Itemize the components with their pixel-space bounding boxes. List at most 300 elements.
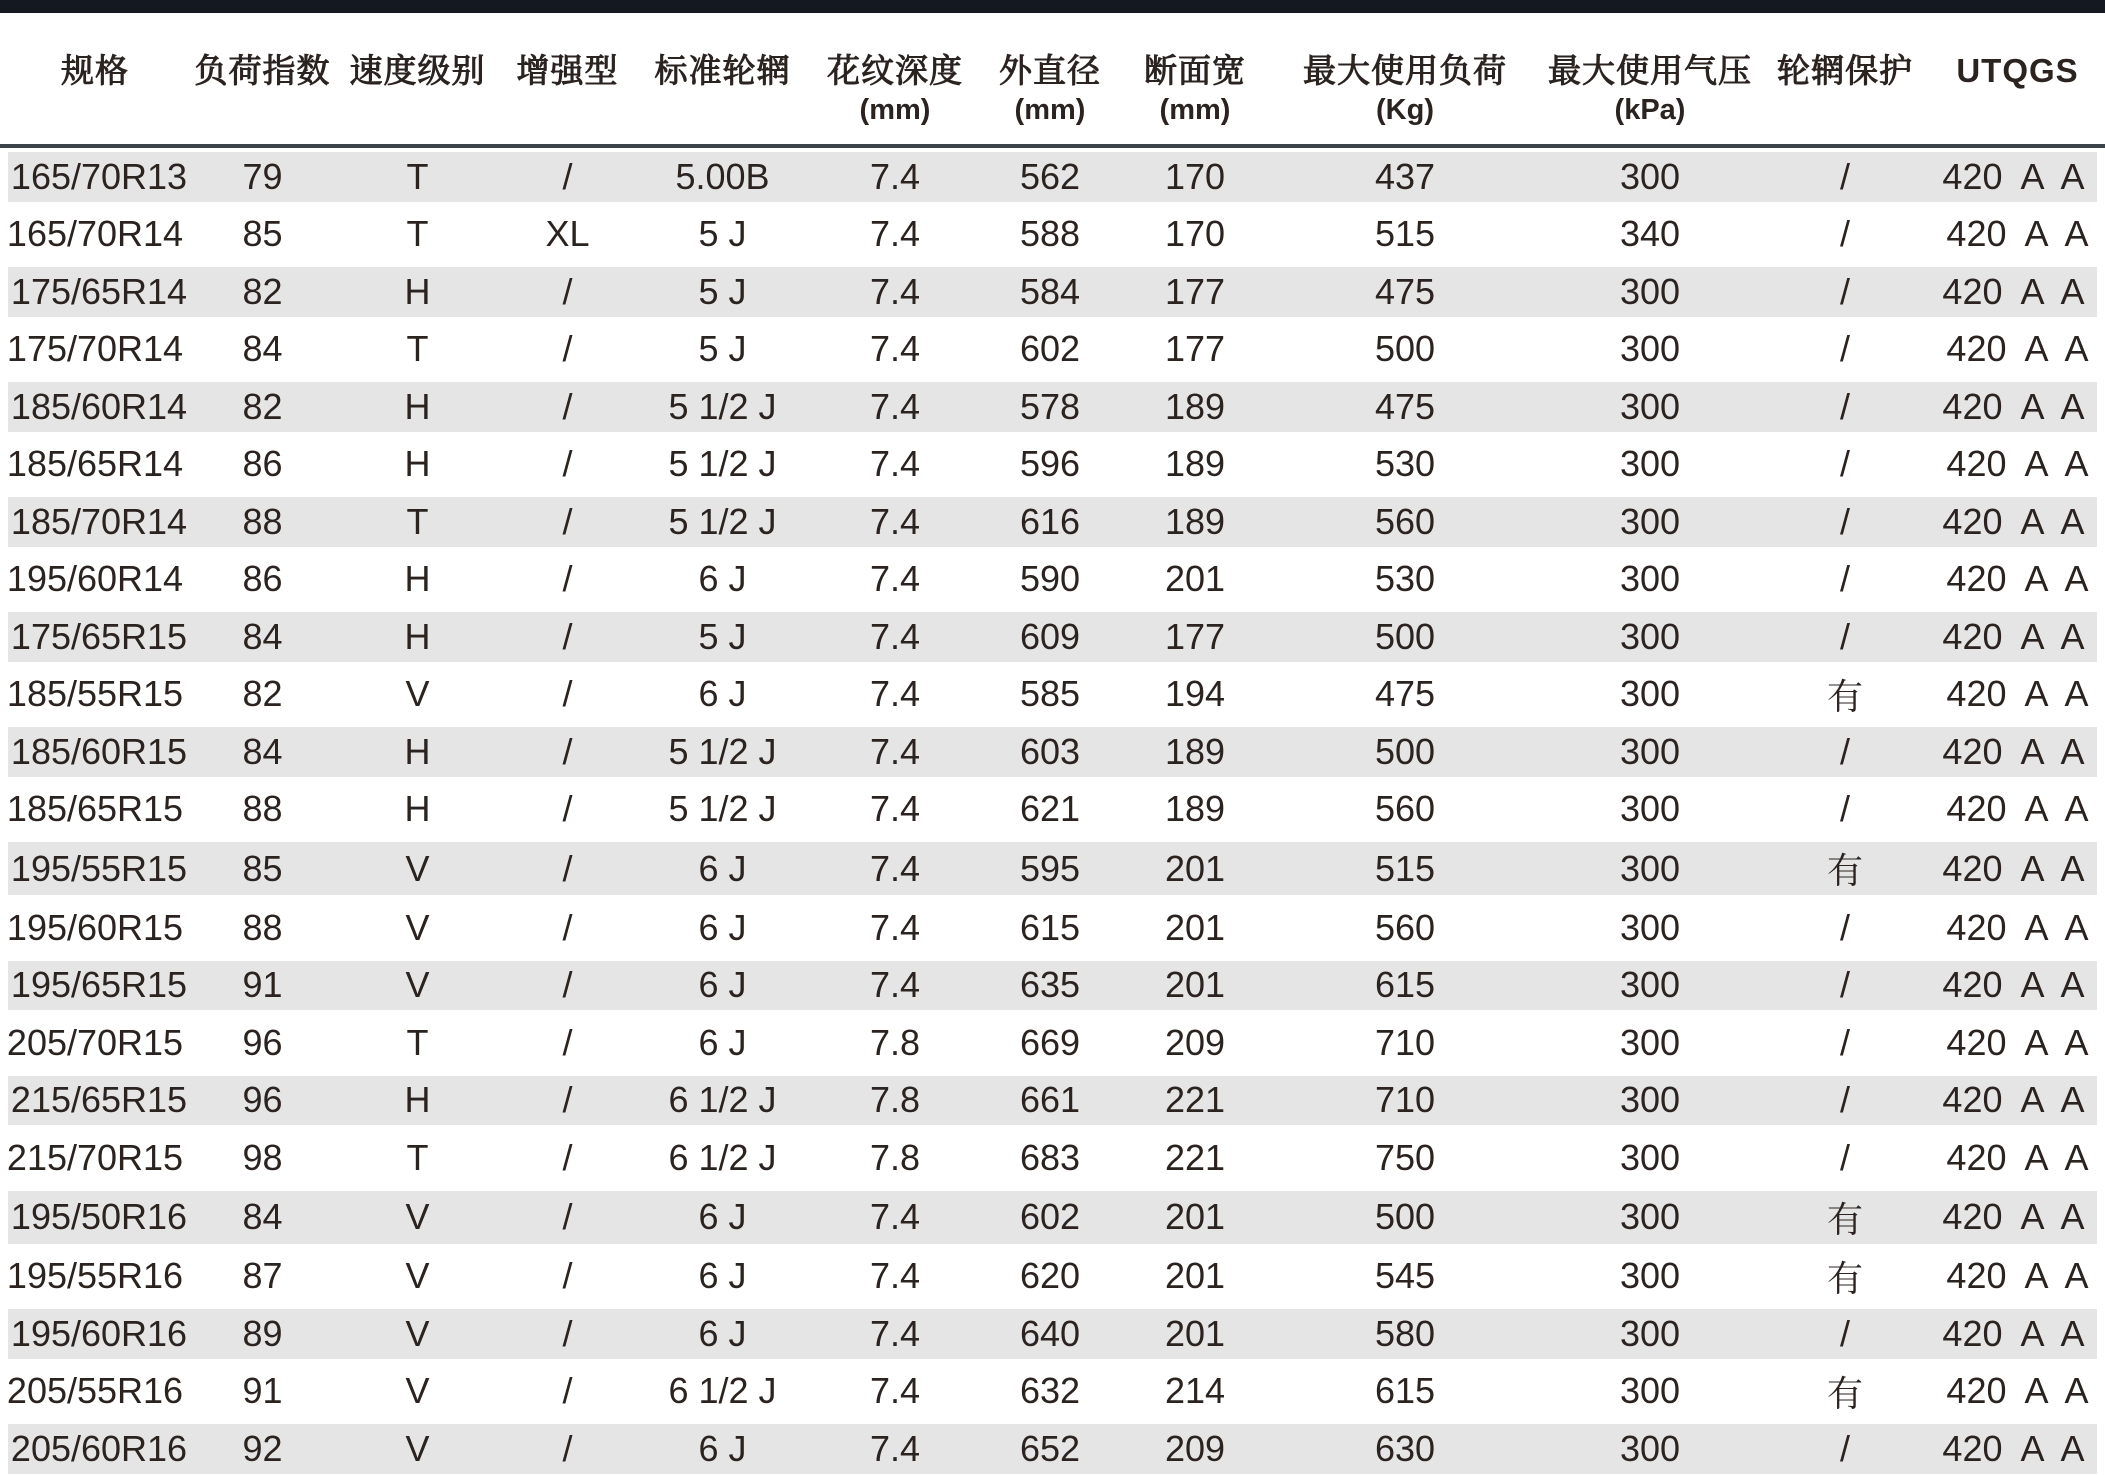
column-header-unit: (kPa): [1614, 94, 1686, 126]
column-header-8: [1120, 13, 1270, 148]
table-cell: /: [1760, 436, 1930, 494]
table-cell: 300: [1540, 263, 1760, 321]
column-header-label: UTQGS: [1956, 52, 2079, 89]
table-cell: 96: [190, 1072, 335, 1130]
table-cell: 84: [190, 723, 335, 781]
table-cell: 177: [1120, 321, 1270, 379]
table-cell: 616: [980, 493, 1120, 551]
table-cell: 165/70R13: [0, 148, 190, 206]
table-cell: 500: [1270, 723, 1540, 781]
table-cell: 300: [1540, 608, 1760, 666]
table-cell: 420 A A: [1930, 666, 2105, 724]
table-cell: 500: [1270, 1187, 1540, 1248]
table-cell: 175/65R14: [0, 263, 190, 321]
table-body: [0, 148, 2105, 1475]
table-cell: 632: [980, 1363, 1120, 1421]
table-cell: H: [335, 436, 500, 494]
table-cell: 有: [1760, 1363, 1930, 1421]
column-header-9: [1270, 13, 1540, 148]
table-cell: 420 A A: [1930, 493, 2105, 551]
table-cell: 630: [1270, 1420, 1540, 1475]
table-cell: 7.4: [810, 321, 980, 379]
table-cell: 201: [1120, 1187, 1270, 1248]
table-cell: 420 A A: [1930, 436, 2105, 494]
table-cell: /: [1760, 206, 1930, 264]
table-cell: 82: [190, 666, 335, 724]
table-cell: /: [500, 838, 635, 899]
table-cell: H: [335, 263, 500, 321]
table-cell: 195/55R16: [0, 1248, 190, 1306]
table-row: [0, 899, 2105, 957]
table-cell: /: [1760, 1420, 1930, 1475]
table-cell: 201: [1120, 957, 1270, 1015]
table-cell: 185/55R15: [0, 666, 190, 724]
header-row: [0, 13, 2105, 148]
table-cell: 86: [190, 436, 335, 494]
column-header-1: [0, 13, 190, 148]
table-cell: /: [500, 1014, 635, 1072]
column-header-11: [1760, 13, 1930, 148]
table-cell: 475: [1270, 378, 1540, 436]
table-cell: 7.4: [810, 436, 980, 494]
table-cell: 7.8: [810, 1014, 980, 1072]
table-cell: 189: [1120, 781, 1270, 839]
table-cell: T: [335, 321, 500, 379]
table-cell: 560: [1270, 781, 1540, 839]
table-cell: /: [500, 1129, 635, 1187]
table-cell: 6 1/2 J: [635, 1129, 810, 1187]
table-cell: 669: [980, 1014, 1120, 1072]
table-cell: H: [335, 551, 500, 609]
table-cell: 7.4: [810, 378, 980, 436]
table-cell: 96: [190, 1014, 335, 1072]
table-cell: 420 A A: [1930, 1363, 2105, 1421]
tire-spec-table: [0, 13, 2105, 1475]
table-cell: 7.8: [810, 1072, 980, 1130]
table-cell: /: [1760, 1014, 1930, 1072]
table-cell: 420 A A: [1930, 781, 2105, 839]
table-cell: H: [335, 723, 500, 781]
table-cell: 7.4: [810, 723, 980, 781]
table-cell: 6 J: [635, 1420, 810, 1475]
column-header-2: [190, 13, 335, 148]
table-cell: /: [500, 666, 635, 724]
table-cell: 5 J: [635, 263, 810, 321]
table-cell: 661: [980, 1072, 1120, 1130]
table-cell: 195/50R16: [0, 1187, 190, 1248]
table-cell: 189: [1120, 493, 1270, 551]
table-cell: 6 J: [635, 1187, 810, 1248]
table-cell: T: [335, 1129, 500, 1187]
table-cell: 300: [1540, 436, 1760, 494]
table-cell: 201: [1120, 899, 1270, 957]
table-cell: 300: [1540, 148, 1760, 206]
table-cell: 6 J: [635, 551, 810, 609]
table-cell: 201: [1120, 1248, 1270, 1306]
table-cell: /: [500, 608, 635, 666]
table-cell: 201: [1120, 551, 1270, 609]
table-cell: 615: [1270, 957, 1540, 1015]
table-cell: V: [335, 1305, 500, 1363]
table-row: [0, 1014, 2105, 1072]
table-cell: 6 J: [635, 899, 810, 957]
column-header-10: [1540, 13, 1760, 148]
table-cell: 420 A A: [1930, 1014, 2105, 1072]
table-cell: 215/70R15: [0, 1129, 190, 1187]
table-cell: 7.4: [810, 148, 980, 206]
table-cell: 584: [980, 263, 1120, 321]
table-cell: 5 1/2 J: [635, 493, 810, 551]
table-cell: V: [335, 1420, 500, 1475]
column-header-label: 外直径: [999, 52, 1101, 89]
table-cell: 420 A A: [1930, 838, 2105, 899]
column-header-unit: (Kg): [1376, 94, 1434, 126]
table-row: [0, 1129, 2105, 1187]
table-row: [0, 206, 2105, 264]
table-cell: /: [500, 263, 635, 321]
table-cell: V: [335, 1248, 500, 1306]
table-cell: /: [1760, 899, 1930, 957]
table-cell: /: [1760, 148, 1930, 206]
table-cell: T: [335, 148, 500, 206]
table-cell: 500: [1270, 321, 1540, 379]
table-cell: 300: [1540, 321, 1760, 379]
table-cell: H: [335, 1072, 500, 1130]
table-cell: 420 A A: [1930, 723, 2105, 781]
table-row: [0, 838, 2105, 899]
column-header-label: 规格: [61, 52, 129, 89]
table-cell: 615: [1270, 1363, 1540, 1421]
table-cell: 620: [980, 1248, 1120, 1306]
table-cell: 7.4: [810, 206, 980, 264]
table-cell: V: [335, 957, 500, 1015]
table-cell: 420 A A: [1930, 1305, 2105, 1363]
table-cell: 300: [1540, 723, 1760, 781]
table-cell: 7.4: [810, 1420, 980, 1475]
table-cell: 185/65R14: [0, 436, 190, 494]
table-row: [0, 1187, 2105, 1248]
table-cell: 340: [1540, 206, 1760, 264]
table-cell: 420 A A: [1930, 263, 2105, 321]
table-cell: /: [1760, 263, 1930, 321]
table-cell: 205/60R16: [0, 1420, 190, 1475]
table-cell: 195/55R15: [0, 838, 190, 899]
table-cell: 209: [1120, 1420, 1270, 1475]
table-cell: 300: [1540, 1363, 1760, 1421]
table-cell: 7.4: [810, 899, 980, 957]
column-header-label: 轮辋保护: [1777, 52, 1913, 89]
table-row: [0, 1420, 2105, 1475]
table-row: [0, 957, 2105, 1015]
table-row: [0, 436, 2105, 494]
table-cell: /: [500, 148, 635, 206]
column-header-label: 最大使用负荷: [1303, 52, 1507, 89]
table-cell: 84: [190, 1187, 335, 1248]
table-cell: 609: [980, 608, 1120, 666]
table-cell: 420 A A: [1930, 551, 2105, 609]
table-cell: /: [1760, 1072, 1930, 1130]
table-cell: 195/60R14: [0, 551, 190, 609]
table-cell: 515: [1270, 838, 1540, 899]
table-cell: 89: [190, 1305, 335, 1363]
table-cell: 87: [190, 1248, 335, 1306]
table-row: [0, 551, 2105, 609]
table-cell: /: [500, 781, 635, 839]
table-cell: 91: [190, 1363, 335, 1421]
table-cell: 300: [1540, 1248, 1760, 1306]
table-cell: 437: [1270, 148, 1540, 206]
table-cell: 221: [1120, 1129, 1270, 1187]
table-cell: 7.4: [810, 838, 980, 899]
table-cell: 640: [980, 1305, 1120, 1363]
table-cell: 84: [190, 608, 335, 666]
table-cell: 652: [980, 1420, 1120, 1475]
table-cell: 595: [980, 838, 1120, 899]
table-cell: 5 J: [635, 608, 810, 666]
table-cell: 6 J: [635, 1305, 810, 1363]
table-cell: 300: [1540, 1187, 1760, 1248]
table-row: [0, 723, 2105, 781]
column-header-4: [500, 13, 635, 148]
table-cell: /: [1760, 321, 1930, 379]
table-cell: 588: [980, 206, 1120, 264]
table-cell: 195/60R15: [0, 899, 190, 957]
table-cell: 420 A A: [1930, 957, 2105, 1015]
table-cell: /: [500, 723, 635, 781]
table-cell: 189: [1120, 436, 1270, 494]
column-header-6: [810, 13, 980, 148]
table-cell: 195/60R16: [0, 1305, 190, 1363]
table-cell: 165/70R14: [0, 206, 190, 264]
table-cell: 475: [1270, 263, 1540, 321]
table-row: [0, 608, 2105, 666]
table-cell: 214: [1120, 1363, 1270, 1421]
column-header-label: 速度级别: [349, 52, 486, 89]
table-cell: 621: [980, 781, 1120, 839]
column-header-label: 断面宽: [1144, 52, 1246, 89]
table-cell: 170: [1120, 206, 1270, 264]
table-cell: T: [335, 1014, 500, 1072]
table-cell: 300: [1540, 838, 1760, 899]
table-cell: 420 A A: [1930, 1129, 2105, 1187]
table-cell: /: [1760, 1305, 1930, 1363]
table-cell: 88: [190, 781, 335, 839]
table-row: [0, 263, 2105, 321]
table-cell: V: [335, 1187, 500, 1248]
table-cell: 209: [1120, 1014, 1270, 1072]
table-cell: /: [500, 957, 635, 1015]
table-cell: /: [1760, 1129, 1930, 1187]
table-cell: 580: [1270, 1305, 1540, 1363]
table-cell: 177: [1120, 608, 1270, 666]
table-cell: 300: [1540, 551, 1760, 609]
table-cell: 420 A A: [1930, 321, 2105, 379]
table-cell: 5 1/2 J: [635, 723, 810, 781]
table-cell: 221: [1120, 1072, 1270, 1130]
table-cell: /: [500, 321, 635, 379]
table-cell: 602: [980, 321, 1120, 379]
table-cell: 85: [190, 206, 335, 264]
table-cell: 420 A A: [1930, 1187, 2105, 1248]
table-cell: 有: [1760, 838, 1930, 899]
table-cell: /: [1760, 781, 1930, 839]
table-cell: 578: [980, 378, 1120, 436]
table-cell: 300: [1540, 493, 1760, 551]
table-cell: 420 A A: [1930, 608, 2105, 666]
table-cell: 500: [1270, 608, 1540, 666]
table-cell: 420 A A: [1930, 1420, 2105, 1475]
table-cell: 7.4: [810, 551, 980, 609]
table-cell: 420 A A: [1930, 148, 2105, 206]
column-header-3: [335, 13, 500, 148]
table-cell: 有: [1760, 1187, 1930, 1248]
table-cell: 7.4: [810, 666, 980, 724]
table-cell: 300: [1540, 666, 1760, 724]
table-cell: 6 J: [635, 1248, 810, 1306]
table-cell: 5 J: [635, 321, 810, 379]
table-cell: 5 1/2 J: [635, 436, 810, 494]
table-cell: 7.4: [810, 1363, 980, 1421]
table-cell: 215/65R15: [0, 1072, 190, 1130]
table-cell: 420 A A: [1930, 206, 2105, 264]
table-cell: /: [500, 1420, 635, 1475]
table-cell: /: [1760, 378, 1930, 436]
top-accent-bar: [0, 0, 2105, 13]
column-header-5: [635, 13, 810, 148]
table-cell: 205/55R16: [0, 1363, 190, 1421]
table-cell: 170: [1120, 148, 1270, 206]
table-cell: H: [335, 378, 500, 436]
table-cell: 7.4: [810, 957, 980, 1015]
table-cell: /: [500, 1363, 635, 1421]
table-cell: 420 A A: [1930, 378, 2105, 436]
column-header-7: [980, 13, 1120, 148]
table-cell: 7.4: [810, 1187, 980, 1248]
table-cell: /: [500, 1248, 635, 1306]
table-cell: 6 J: [635, 666, 810, 724]
table-cell: 530: [1270, 551, 1540, 609]
table-cell: /: [500, 1072, 635, 1130]
table-cell: 602: [980, 1187, 1120, 1248]
table-cell: 84: [190, 321, 335, 379]
table-cell: 300: [1540, 1072, 1760, 1130]
table-cell: /: [500, 493, 635, 551]
table-cell: /: [500, 1305, 635, 1363]
table-cell: 88: [190, 493, 335, 551]
table-cell: V: [335, 838, 500, 899]
table-cell: 545: [1270, 1248, 1540, 1306]
table-cell: 300: [1540, 781, 1760, 839]
table-row: [0, 1363, 2105, 1421]
table-cell: /: [1760, 608, 1930, 666]
table-cell: XL: [500, 206, 635, 264]
table-cell: 603: [980, 723, 1120, 781]
table-cell: 560: [1270, 899, 1540, 957]
table-cell: /: [1760, 493, 1930, 551]
table-cell: 300: [1540, 1420, 1760, 1475]
table-row: [0, 666, 2105, 724]
table-cell: 85: [190, 838, 335, 899]
table-cell: 590: [980, 551, 1120, 609]
table-cell: 300: [1540, 1129, 1760, 1187]
table-cell: 7.4: [810, 781, 980, 839]
table-cell: 420 A A: [1930, 1248, 2105, 1306]
table-cell: 475: [1270, 666, 1540, 724]
table-cell: 5 1/2 J: [635, 378, 810, 436]
table-cell: 有: [1760, 1248, 1930, 1306]
table-cell: /: [1760, 723, 1930, 781]
table-cell: 530: [1270, 436, 1540, 494]
table-cell: /: [500, 378, 635, 436]
table-cell: 6 1/2 J: [635, 1072, 810, 1130]
table-cell: /: [1760, 957, 1930, 1015]
table-cell: T: [335, 493, 500, 551]
column-header-label: 最大使用气压: [1548, 52, 1752, 89]
table-cell: 7.4: [810, 263, 980, 321]
table-cell: 300: [1540, 957, 1760, 1015]
table-cell: 5 J: [635, 206, 810, 264]
table-cell: 635: [980, 957, 1120, 1015]
table-cell: 420 A A: [1930, 899, 2105, 957]
table-row: [0, 493, 2105, 551]
table-cell: /: [500, 551, 635, 609]
table-cell: 185/60R14: [0, 378, 190, 436]
column-header-unit: (mm): [1159, 94, 1231, 126]
table-cell: 300: [1540, 378, 1760, 436]
table-cell: /: [500, 436, 635, 494]
table-cell: 750: [1270, 1129, 1540, 1187]
table-cell: 189: [1120, 378, 1270, 436]
table-cell: 88: [190, 899, 335, 957]
table-cell: 7.4: [810, 493, 980, 551]
table-cell: 300: [1540, 1305, 1760, 1363]
table-cell: 7.4: [810, 1305, 980, 1363]
table-cell: V: [335, 899, 500, 957]
column-header-unit: (mm): [1014, 94, 1086, 126]
table-cell: H: [335, 608, 500, 666]
column-header-12: [1930, 13, 2105, 148]
table-cell: 615: [980, 899, 1120, 957]
table-cell: 5.00B: [635, 148, 810, 206]
table-cell: 185/60R15: [0, 723, 190, 781]
table-cell: 175/65R15: [0, 608, 190, 666]
table-cell: 683: [980, 1129, 1120, 1187]
table-cell: 175/70R14: [0, 321, 190, 379]
table-cell: 91: [190, 957, 335, 1015]
table-cell: /: [500, 1187, 635, 1248]
table-row: [0, 1305, 2105, 1363]
table-cell: 98: [190, 1129, 335, 1187]
table-cell: 710: [1270, 1072, 1540, 1130]
column-header-label: 负荷指数: [194, 52, 331, 89]
table-cell: /: [1760, 551, 1930, 609]
table-cell: 92: [190, 1420, 335, 1475]
table-cell: 79: [190, 148, 335, 206]
table-cell: H: [335, 781, 500, 839]
table-cell: T: [335, 206, 500, 264]
table-row: [0, 781, 2105, 839]
table-cell: 7.4: [810, 1248, 980, 1306]
table-cell: 6 J: [635, 957, 810, 1015]
table-cell: 562: [980, 148, 1120, 206]
table-cell: 201: [1120, 1305, 1270, 1363]
table-cell: 560: [1270, 493, 1540, 551]
table-row: [0, 148, 2105, 206]
table-cell: 201: [1120, 838, 1270, 899]
table-cell: 515: [1270, 206, 1540, 264]
table-cell: 205/70R15: [0, 1014, 190, 1072]
table-cell: V: [335, 666, 500, 724]
